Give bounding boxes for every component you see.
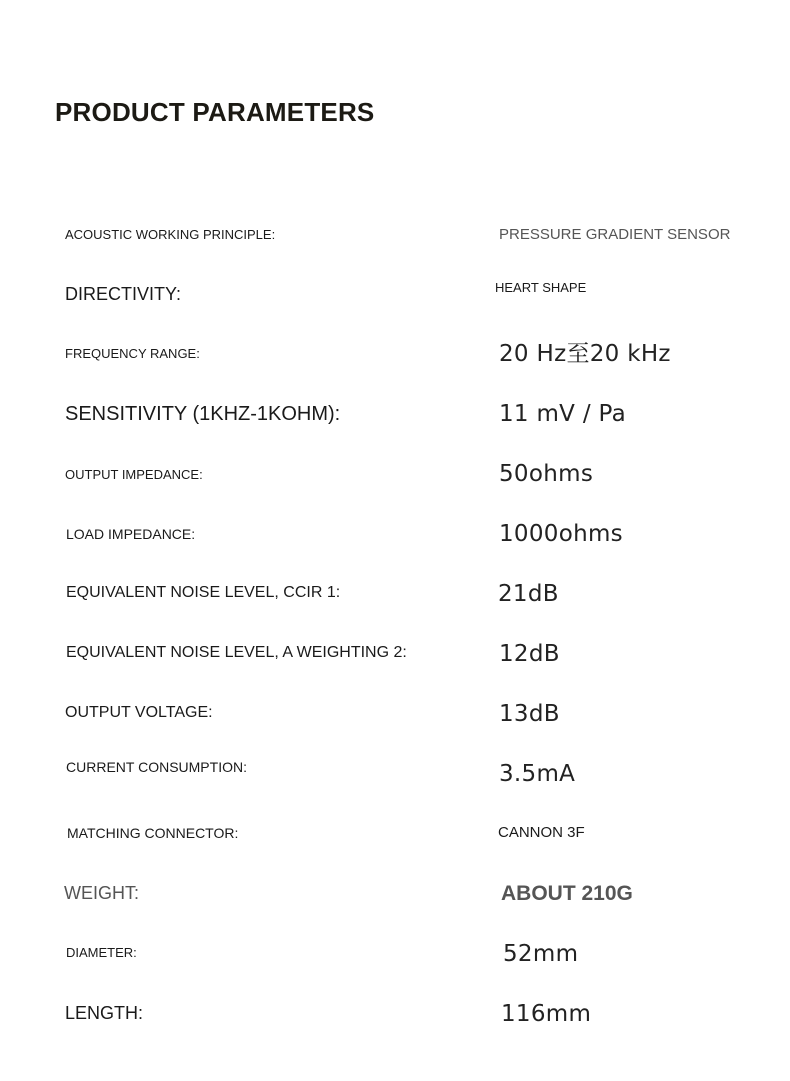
param-value-weight: ABOUT 210G xyxy=(501,882,633,905)
param-value-noise-ccir: 21dB xyxy=(498,581,559,607)
param-value-noise-a-weighting: 12dB xyxy=(499,641,560,667)
param-label-load-impedance: LOAD IMPEDANCE: xyxy=(66,526,196,542)
param-label-frequency-range: FREQUENCY RANGE: xyxy=(65,346,200,361)
param-value-acoustic-working-principle: PRESSURE GRADIENT SENSOR xyxy=(499,226,731,243)
param-label-output-impedance: OUTPUT IMPEDANCE: xyxy=(65,467,203,482)
param-value-matching-connector: CANNON 3F xyxy=(498,824,585,841)
param-label-sensitivity: SENSITIVITY (1KHZ-1KOHM): xyxy=(65,403,341,425)
param-value-diameter: 52mm xyxy=(503,941,579,967)
param-value-current-consumption: 3.5mA xyxy=(499,761,576,787)
param-label-length: LENGTH: xyxy=(65,1003,144,1023)
param-label-noise-ccir: EQUIVALENT NOISE LEVEL, CCIR 1: xyxy=(66,584,341,601)
param-label-matching-connector: MATCHING CONNECTOR: xyxy=(67,825,239,841)
param-label-noise-a-weighting: EQUIVALENT NOISE LEVEL, A WEIGHTING 2: xyxy=(66,644,407,661)
page-title: PRODUCT PARAMETERS xyxy=(55,97,375,127)
param-label-diameter: DIAMETER: xyxy=(66,945,137,960)
param-label-directivity: DIRECTIVITY: xyxy=(65,284,182,304)
param-value-output-voltage: 13dB xyxy=(499,701,560,727)
param-label-acoustic-working-principle: ACOUSTIC WORKING PRINCIPLE: xyxy=(65,227,276,242)
param-label-current-consumption: CURRENT CONSUMPTION: xyxy=(66,759,247,775)
param-label-weight: WEIGHT: xyxy=(64,883,139,903)
param-value-frequency-range: 20 Hz至20 kHz xyxy=(499,341,671,367)
param-label-output-voltage: OUTPUT VOLTAGE: xyxy=(65,704,213,721)
param-value-length: 116mm xyxy=(501,1001,592,1027)
param-value-load-impedance: 1000ohms xyxy=(499,521,623,547)
param-value-directivity: HEART SHAPE xyxy=(495,280,587,295)
param-value-output-impedance: 50ohms xyxy=(499,461,594,487)
param-value-sensitivity: 11 mV / Pa xyxy=(499,401,627,427)
